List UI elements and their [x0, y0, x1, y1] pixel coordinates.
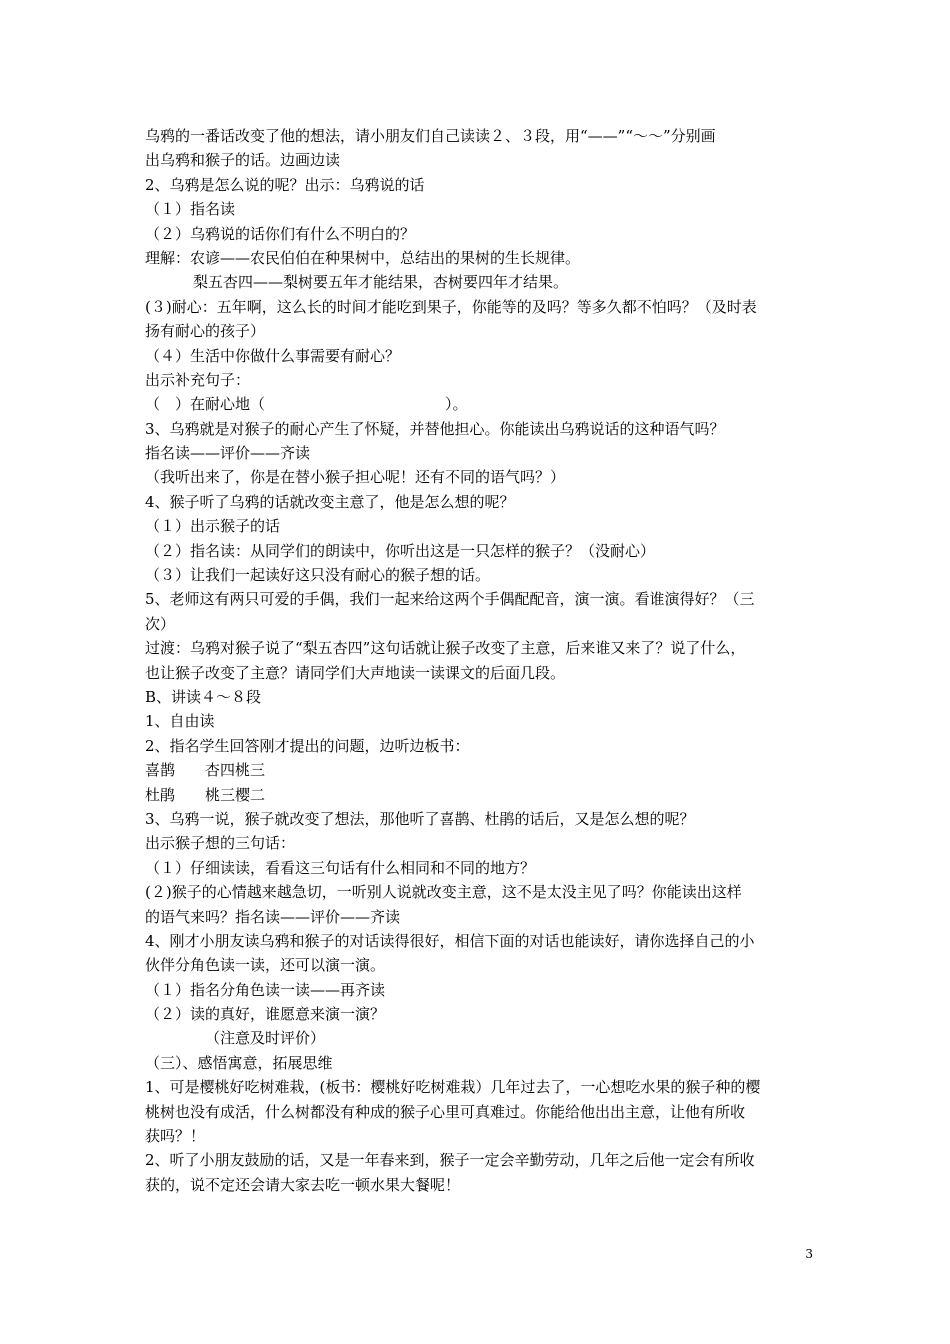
text-line: 指名读——评价——齐读: [145, 444, 311, 463]
text-line: 2、听了小朋友鼓励的话，又是一年春来到，猴子一定会辛勤劳动，几年之后他一定会有所收: [145, 1151, 755, 1170]
text-line: （１）指名读: [145, 200, 236, 219]
page-number: 3: [805, 1247, 813, 1261]
text-line: B、讲读４～８段: [145, 687, 262, 706]
text-line: 出示猴子想的三句话：: [145, 834, 296, 853]
text-line: （１）指名分角色读一读——再齐读: [145, 980, 386, 999]
text-line: （２）乌鸦说的话你们有什么不明白的？: [145, 224, 416, 243]
text-line: （２）读的真好，谁愿意来演一演？: [145, 1005, 386, 1024]
text-line: 出示补充句子：: [145, 370, 251, 389]
text-line: 1、可是樱桃好吃树难栽，(板书：樱桃好吃树难栽）几年过去了，一心想吃水果的猴子种的樱: [145, 1078, 761, 1097]
text-line: （我听出来了，你是在替小猴子担心呢！还有不同的语气吗？）: [145, 468, 566, 487]
text-line: 杜鹃 桃三樱二: [145, 785, 266, 804]
text-line: （２）指名读：从同学们的朗读中，你听出这是一只怎样的猴子？（没耐心）: [145, 541, 656, 560]
text-line: （注意及时评价）: [205, 1029, 326, 1048]
text-line: 也让猴子改变了主意？请同学们大声地读一读课文的后面几段。: [145, 663, 566, 682]
text-line: 桃树也没有成活，什么树都没有种成的猴子心里可真难过。你能给他出出主意，让他有所收: [145, 1102, 746, 1121]
text-line: （３）让我们一起读好这只没有耐心的猴子想的话。: [145, 566, 491, 585]
text-line: 3、乌鸦就是对猴子的耐心产生了怀疑，并替他担心。你能读出乌鸦说话的这种语气吗？: [145, 419, 725, 438]
text-line: 2、乌鸦是怎么说的呢？出示：乌鸦说的话: [145, 175, 425, 194]
text-line: 获吗？！: [145, 1127, 206, 1146]
text-line: 喜鹊 杏四桃三: [145, 761, 266, 780]
text-line: 出乌鸦和猴子的话。边画边读: [145, 151, 341, 170]
text-line: 扬有耐心的孩子）: [145, 322, 266, 341]
text-line: 次）: [145, 614, 176, 633]
text-line: 理解：农谚——农民伯伯在种果树中，总结出的果树的生长规律。: [145, 248, 581, 267]
document-body: [145, 124, 813, 1197]
text-line: （４）生活中你做什么事需要有耐心？: [145, 346, 401, 365]
text-line: 乌鸦的一番话改变了他的想法，请小朋友们自己读读２、３段，用“——”“～～”分别画: [145, 127, 716, 145]
text-line: 伙伴分角色读一读，还可以演一演。: [145, 956, 386, 975]
text-line: 4、猴子听了乌鸦的话就改变主意了，他是怎么想的呢？: [145, 492, 515, 511]
text-line: 1、自由读: [145, 712, 215, 731]
text-line: 获的，说不定还会请大家去吃一顿水果大餐呢！: [145, 1175, 461, 1194]
text-line: 梨五杏四——梨树要五年才能结果，杏树要四年才结果。: [193, 273, 569, 292]
text-line: (２)猴子的心情越来越急切，一听别人说就改变主意，这不是太没主见了吗？你能读出这样: [145, 883, 742, 902]
text-line: 3、乌鸦一说，猴子就改变了想法，那他听了喜鹊、杜鹃的话后，又是怎么想的呢？: [145, 809, 695, 828]
text-line: 2、指名学生回答刚才提出的问题，边听边板书：: [145, 736, 470, 755]
text-line: (３)耐心：五年啊，这么长的时间才能吃到果子，你能等的及吗？等多久都不怕吗？（及时表: [145, 297, 757, 316]
text-line: 的语气来吗？指名读——评价——齐读: [145, 907, 401, 926]
text-line: （１）出示猴子的话: [145, 517, 281, 536]
text-line: 过渡：乌鸦对猴子说了“梨五杏四”这句话就让猴子改变了主意，后来谁又来了？说了什么，: [145, 639, 746, 658]
text-line: 5、老师这有两只可爱的手偶，我们一起来给这两个手偶配配音，演一演。看谁演得好？（三: [145, 590, 755, 609]
text-line: （三）、感悟寓意，拓展思维: [145, 1053, 333, 1072]
text-line: （１）仔细读读，看看这三句话有什么相同和不同的地方？: [145, 858, 536, 877]
text-line: 4、刚才小朋友读乌鸦和猴子的对话读得很好，相信下面的对话也能读好，请你选择自己的小: [145, 931, 755, 950]
text-line: （ ）在耐心地（ ）。: [145, 395, 468, 414]
